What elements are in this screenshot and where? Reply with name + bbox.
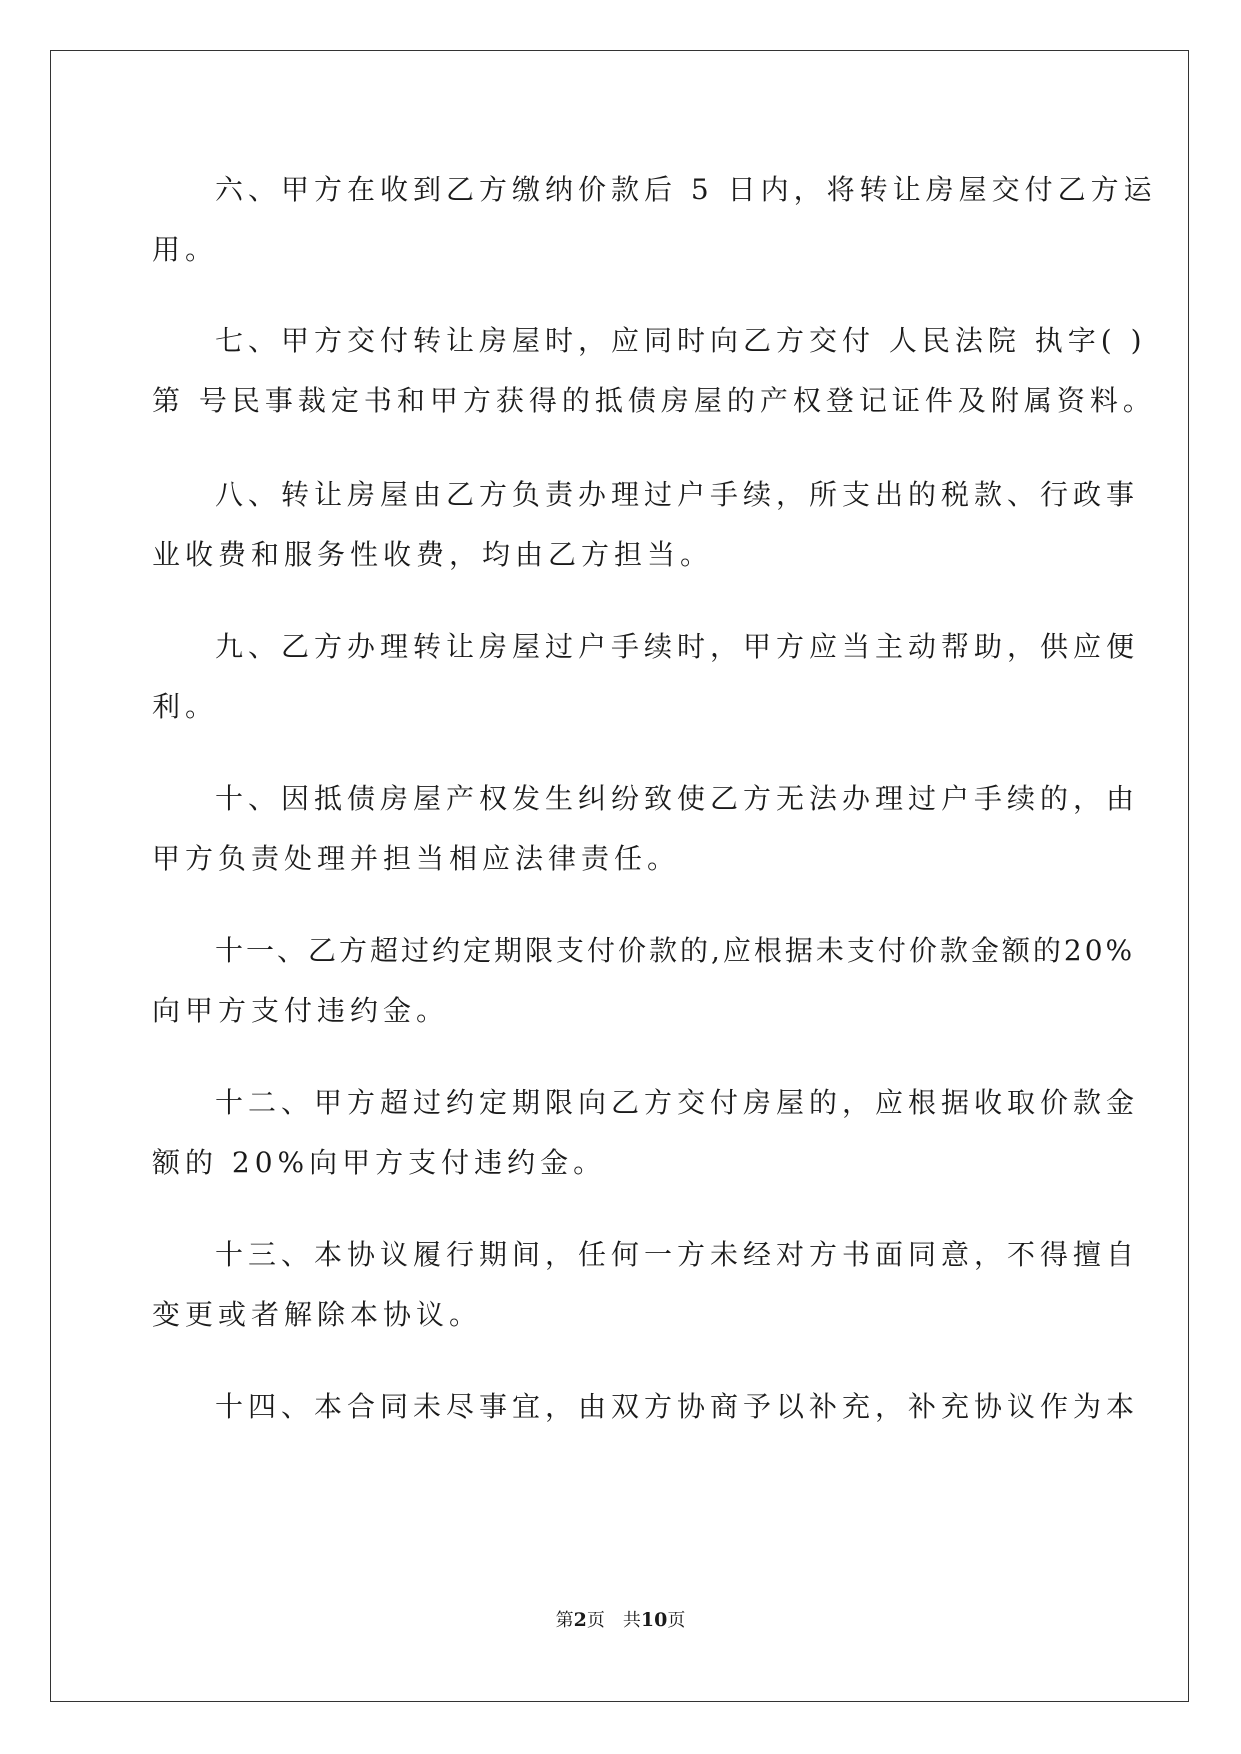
total-pages: 10 <box>640 1609 668 1631</box>
clause-13-line-2: 变更或者解除本协议。 <box>152 1298 483 1331</box>
total-prefix: 共 <box>622 1610 641 1631</box>
clause-8-line-2: 业收费和服务性收费，均由乙方担当。 <box>152 538 714 571</box>
clause-11-line-1: 十一、乙方超过约定期限支付价款的,应根据未支付价款金额的20% <box>215 934 1136 967</box>
page-border <box>50 50 1189 1702</box>
clause-9-line-1: 九、乙方办理转让房屋过户手续时，甲方应当主动帮助，供应便 <box>215 630 1140 663</box>
clause-13-line-1: 十三、本协议履行期间，任何一方未经对方书面同意，不得擅自 <box>215 1238 1140 1271</box>
clause-9-line-2: 利。 <box>152 690 219 723</box>
clause-7-line-2: 第 号民事裁定书和甲方获得的抵债房屋的产权登记证件及附属资料。 <box>152 384 1156 417</box>
page-footer <box>0 1608 1241 1633</box>
page-suffix: 页 <box>586 1610 605 1631</box>
clause-6-line-1: 六、甲方在收到乙方缴纳价款后 5 日内，将转让房屋交付乙方运 <box>215 173 1157 206</box>
clause-14-line-1: 十四、本合同未尽事宜，由双方协商予以补充，补充协议作为本 <box>215 1390 1140 1423</box>
page-prefix: 第 <box>555 1610 574 1631</box>
total-suffix: 页 <box>667 1610 686 1631</box>
clause-11-line-2: 向甲方支付违约金。 <box>152 994 450 1027</box>
clause-10-line-2: 甲方负责处理并担当相应法律责任。 <box>152 842 681 875</box>
clause-8-line-1: 八、转让房屋由乙方负责办理过户手续，所支出的税款、行政事 <box>215 478 1140 511</box>
clause-6-line-2: 用。 <box>152 233 219 266</box>
clause-12-line-2: 额的 20%向甲方支付违约金。 <box>152 1146 607 1179</box>
clause-7-line-1: 七、甲方交付转让房屋时，应同时向乙方交付 人民法院 执字( ) <box>215 324 1147 357</box>
page-number: 2 <box>573 1609 587 1631</box>
clause-12-line-1: 十二、甲方超过约定期限向乙方交付房屋的，应根据收取价款金 <box>215 1086 1140 1119</box>
clause-10-line-1: 十、因抵债房屋产权发生纠纷致使乙方无法办理过户手续的，由 <box>215 782 1140 815</box>
